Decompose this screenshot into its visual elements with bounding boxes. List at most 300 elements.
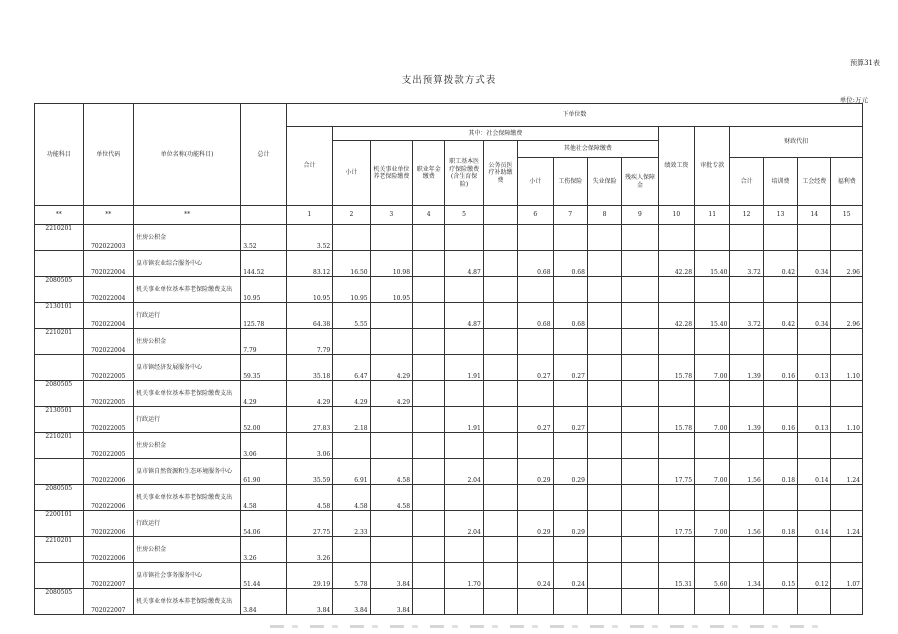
func-subject-cell: 2200101 (35, 511, 84, 537)
amount-cell (587, 433, 621, 459)
index-cell: 1 (286, 206, 333, 225)
amount-cell: 7.00 (695, 407, 730, 433)
col-medical: 职工基本医疗保险缴费(含生育保险) (445, 141, 483, 206)
amount-cell: 0.15 (763, 563, 797, 589)
col-lower-units: 下单位数 (286, 104, 862, 127)
amount-cell: 0.18 (763, 511, 797, 537)
amount-cell (483, 511, 517, 537)
amount-cell: 27.75 (286, 511, 333, 537)
amount-cell (413, 225, 445, 251)
amount-cell: 4.29 (370, 355, 412, 381)
column-index-row (35, 206, 863, 225)
amount-cell (658, 225, 694, 251)
table-row (35, 329, 863, 355)
col-civil-medical: 公务员医疗补助缴费 (483, 141, 517, 206)
col-unit-name: 单位名称(功能科目) (134, 104, 241, 206)
amount-cell (483, 563, 517, 589)
amount-cell: 3.84 (286, 589, 333, 615)
func-subject-cell (35, 251, 84, 277)
amount-cell: 4.29 (333, 381, 370, 407)
index-cell: 4 (413, 206, 445, 225)
amount-cell: 0.68 (553, 303, 587, 329)
index-cell: 13 (763, 206, 797, 225)
amount-cell (695, 381, 730, 407)
amount-cell (370, 329, 412, 355)
amount-cell (413, 329, 445, 355)
amount-cell: 4.29 (370, 381, 412, 407)
index-cell: ** (35, 206, 84, 225)
func-subject-cell: 2210201 (35, 329, 84, 355)
amount-cell (798, 485, 831, 511)
amount-cell (333, 329, 370, 355)
amount-cell: 5.78 (333, 563, 370, 589)
amount-cell (695, 225, 730, 251)
amount-cell: 1.39 (730, 407, 763, 433)
amount-cell (622, 329, 658, 355)
amount-cell (763, 537, 797, 563)
amount-cell: 3.72 (730, 303, 763, 329)
amount-cell: 1.91 (445, 355, 483, 381)
amount-cell: 2.33 (333, 511, 370, 537)
amount-cell (370, 511, 412, 537)
amount-cell (587, 225, 621, 251)
func-subject-cell: 2210201 (35, 433, 84, 459)
func-subject-cell (35, 563, 84, 589)
amount-cell (413, 589, 445, 615)
amount-cell (763, 485, 797, 511)
index-cell: 11 (695, 206, 730, 225)
unit-code-cell: 702022006 (83, 511, 134, 537)
table-row (35, 251, 863, 277)
amount-cell: 15.40 (695, 303, 730, 329)
amount-cell (483, 381, 517, 407)
col-social-group: 其中：社会保障缴费 (333, 127, 658, 141)
total-cell: 4.29 (241, 381, 286, 407)
func-subject-cell (35, 355, 84, 381)
unit-name-cell: 皇市镇自然资源和生态环境服务中心 (134, 459, 241, 485)
amount-cell (695, 589, 730, 615)
unit-name-cell: 住房公积金 (134, 329, 241, 355)
amount-cell: 10.95 (370, 277, 412, 303)
amount-cell: 0.34 (798, 303, 831, 329)
amount-cell: 10.98 (370, 251, 412, 277)
amount-cell (518, 485, 553, 511)
amount-cell (483, 433, 517, 459)
index-cell (241, 206, 286, 225)
unit-code-cell: 702022005 (83, 381, 134, 407)
table-row (35, 511, 863, 537)
amount-cell (333, 225, 370, 251)
scan-edge-marks (270, 625, 830, 628)
amount-cell (413, 485, 445, 511)
amount-cell: 83.12 (286, 251, 333, 277)
amount-cell (587, 459, 621, 485)
amount-cell (483, 485, 517, 511)
amount-cell: 3.84 (370, 589, 412, 615)
unit-code-cell: 702022004 (83, 303, 134, 329)
amount-cell: 2.96 (831, 251, 863, 277)
amount-cell (695, 433, 730, 459)
amount-cell (622, 589, 658, 615)
amount-cell (798, 225, 831, 251)
amount-cell: 7.79 (286, 329, 333, 355)
table-row (35, 537, 863, 563)
amount-cell: 0.42 (763, 303, 797, 329)
amount-cell (622, 355, 658, 381)
index-cell (483, 206, 517, 225)
table-header (35, 104, 863, 225)
amount-cell (483, 303, 517, 329)
amount-cell: 15.31 (658, 563, 694, 589)
amount-cell: 4.58 (370, 459, 412, 485)
amount-cell: 4.58 (286, 485, 333, 511)
amount-cell: 5.55 (333, 303, 370, 329)
amount-cell: 0.68 (518, 303, 553, 329)
index-cell: 2 (333, 206, 370, 225)
amount-cell (763, 589, 797, 615)
unit-name-cell: 机关事业单位基本养老保险缴费支出 (134, 277, 241, 303)
unit-name-cell: 行政运行 (134, 511, 241, 537)
amount-cell (370, 225, 412, 251)
amount-cell (730, 433, 763, 459)
amount-cell (622, 251, 658, 277)
amount-cell: 0.29 (553, 511, 587, 537)
amount-cell (695, 537, 730, 563)
amount-cell (730, 589, 763, 615)
unit-code-cell: 702022006 (83, 485, 134, 511)
amount-cell (763, 225, 797, 251)
total-cell: 125.78 (241, 303, 286, 329)
amount-cell (798, 329, 831, 355)
amount-cell (587, 537, 621, 563)
amount-cell (622, 381, 658, 407)
amount-cell (587, 511, 621, 537)
func-subject-cell: 2080505 (35, 589, 84, 615)
amount-cell (831, 433, 863, 459)
func-subject-cell: 2130501 (35, 407, 84, 433)
amount-cell (831, 381, 863, 407)
amount-cell (413, 511, 445, 537)
amount-cell (370, 407, 412, 433)
amount-cell (622, 459, 658, 485)
amount-cell (587, 485, 621, 511)
amount-cell (831, 225, 863, 251)
table-row (35, 355, 863, 381)
total-cell: 3.84 (241, 589, 286, 615)
amount-cell (763, 381, 797, 407)
amount-cell (518, 277, 553, 303)
amount-cell (518, 225, 553, 251)
amount-cell: 1.91 (445, 407, 483, 433)
amount-cell: 0.68 (518, 251, 553, 277)
amount-cell (445, 433, 483, 459)
amount-cell (763, 329, 797, 355)
table-row (35, 563, 863, 589)
amount-cell (587, 251, 621, 277)
unit-code-cell: 702022005 (83, 433, 134, 459)
amount-cell (798, 381, 831, 407)
amount-cell (518, 589, 553, 615)
amount-cell (483, 407, 517, 433)
amount-cell (518, 381, 553, 407)
amount-cell (553, 225, 587, 251)
amount-cell: 0.16 (763, 355, 797, 381)
index-cell: 5 (445, 206, 483, 225)
amount-cell (370, 433, 412, 459)
table-row (35, 485, 863, 511)
amount-cell: 3.52 (286, 225, 333, 251)
col-bonus: 绩效工资 (658, 127, 694, 206)
amount-cell (445, 225, 483, 251)
amount-cell (622, 511, 658, 537)
amount-cell (622, 277, 658, 303)
amount-cell (622, 563, 658, 589)
index-cell: 7 (553, 206, 587, 225)
unit-code-cell: 702022004 (83, 251, 134, 277)
amount-cell: 3.06 (286, 433, 333, 459)
amount-cell (587, 329, 621, 355)
amount-cell (587, 277, 621, 303)
col-subtotal: 小计 (333, 141, 370, 206)
amount-cell: 1.24 (831, 511, 863, 537)
table-row (35, 433, 863, 459)
table-row (35, 303, 863, 329)
index-cell: 10 (658, 206, 694, 225)
amount-cell: 7.00 (695, 459, 730, 485)
col-injury: 工伤保险 (553, 158, 587, 206)
amount-cell (587, 563, 621, 589)
unit-code-cell: 702022004 (83, 329, 134, 355)
total-cell: 10.95 (241, 277, 286, 303)
unit-code-cell: 702022005 (83, 407, 134, 433)
amount-cell (763, 277, 797, 303)
amount-cell: 42.28 (658, 251, 694, 277)
amount-cell: 64.38 (286, 303, 333, 329)
col-disability: 残疾人保障金 (622, 158, 658, 206)
amount-cell: 0.13 (798, 407, 831, 433)
amount-cell (831, 277, 863, 303)
amount-cell: 0.24 (553, 563, 587, 589)
amount-cell (445, 381, 483, 407)
amount-cell: 4.58 (370, 485, 412, 511)
amount-cell: 3.84 (370, 563, 412, 589)
amount-cell (658, 433, 694, 459)
unit-name-cell: 皇市镇经济发展服务中心 (134, 355, 241, 381)
amount-cell (798, 589, 831, 615)
total-cell: 59.35 (241, 355, 286, 381)
amount-cell (622, 433, 658, 459)
amount-cell (763, 433, 797, 459)
amount-cell (518, 433, 553, 459)
table-row (35, 277, 863, 303)
amount-cell (831, 329, 863, 355)
amount-cell (622, 485, 658, 511)
amount-cell: 15.78 (658, 407, 694, 433)
amount-cell (831, 537, 863, 563)
unit-name-cell: 机关事业单位基本养老保险缴费支出 (134, 589, 241, 615)
func-subject-cell: 2210201 (35, 537, 84, 563)
budget-table (34, 103, 863, 615)
amount-cell: 0.24 (518, 563, 553, 589)
amount-cell: 0.27 (553, 407, 587, 433)
index-cell: 3 (370, 206, 412, 225)
unit-name-cell: 行政运行 (134, 407, 241, 433)
amount-cell (831, 589, 863, 615)
amount-cell (553, 433, 587, 459)
unit-code-cell: 702022006 (83, 459, 134, 485)
col-training: 培训费 (763, 158, 797, 206)
amount-cell (483, 329, 517, 355)
func-subject-cell (35, 459, 84, 485)
amount-cell: 2.18 (333, 407, 370, 433)
amount-cell: 0.29 (518, 459, 553, 485)
amount-cell: 5.60 (695, 563, 730, 589)
unit-name-cell: 住房公积金 (134, 537, 241, 563)
amount-cell (553, 485, 587, 511)
amount-cell (445, 537, 483, 563)
col-fiscal-total: 合计 (730, 158, 763, 206)
amount-cell: 1.24 (831, 459, 863, 485)
col-func-subject: 功能科目 (35, 104, 84, 206)
amount-cell (553, 329, 587, 355)
amount-cell: 1.56 (730, 511, 763, 537)
index-cell: 12 (730, 206, 763, 225)
page-code: 预算31表 (850, 59, 880, 67)
amount-cell (730, 277, 763, 303)
amount-cell (622, 303, 658, 329)
amount-cell: 0.14 (798, 511, 831, 537)
unit-name-cell: 行政运行 (134, 303, 241, 329)
amount-cell: 10.95 (333, 277, 370, 303)
amount-cell (445, 485, 483, 511)
amount-cell: 0.27 (553, 355, 587, 381)
amount-cell (695, 329, 730, 355)
amount-cell (658, 329, 694, 355)
func-subject-cell: 2080505 (35, 485, 84, 511)
amount-cell: 2.96 (831, 303, 863, 329)
amount-cell: 3.72 (730, 251, 763, 277)
index-cell: 14 (798, 206, 831, 225)
amount-cell (622, 225, 658, 251)
amount-cell (483, 251, 517, 277)
col-total: 总计 (241, 104, 286, 206)
col-other-social: 其他社会保障缴费 (518, 141, 658, 158)
amount-cell: 27.83 (286, 407, 333, 433)
amount-cell: 0.29 (518, 511, 553, 537)
amount-cell: 2.04 (445, 459, 483, 485)
amount-cell (658, 589, 694, 615)
amount-cell (622, 537, 658, 563)
amount-cell: 6.91 (333, 459, 370, 485)
amount-cell: 1.07 (831, 563, 863, 589)
amount-cell (831, 485, 863, 511)
func-subject-cell: 2080505 (35, 277, 84, 303)
total-cell: 3.26 (241, 537, 286, 563)
amount-cell (483, 225, 517, 251)
amount-cell (730, 381, 763, 407)
table-body (35, 225, 863, 615)
table-row (35, 225, 863, 251)
total-cell: 54.06 (241, 511, 286, 537)
amount-cell (483, 277, 517, 303)
amount-cell: 16.50 (333, 251, 370, 277)
unit-name-cell: 皇市镇社会事务服务中心 (134, 563, 241, 589)
col-lower-total: 合计 (286, 127, 333, 206)
amount-cell (333, 537, 370, 563)
amount-cell (333, 433, 370, 459)
unit-name-cell: 皇市镇农业综合服务中心 (134, 251, 241, 277)
amount-cell (658, 537, 694, 563)
amount-cell: 15.78 (658, 355, 694, 381)
amount-cell: 7.00 (695, 511, 730, 537)
table-row (35, 459, 863, 485)
total-cell: 3.52 (241, 225, 286, 251)
col-fiscal-agent: 财政代扣 (730, 127, 863, 158)
amount-cell: 0.68 (553, 251, 587, 277)
amount-cell: 1.10 (831, 355, 863, 381)
amount-cell (587, 407, 621, 433)
amount-cell (413, 407, 445, 433)
table-row (35, 407, 863, 433)
amount-cell (483, 355, 517, 381)
amount-cell (445, 277, 483, 303)
amount-cell (413, 355, 445, 381)
amount-cell (483, 459, 517, 485)
amount-cell (695, 277, 730, 303)
col-pension: 机关事业单位养老保险缴费 (370, 141, 412, 206)
amount-cell (413, 303, 445, 329)
unit-label: 单位:万元 (839, 96, 868, 104)
amount-cell (553, 277, 587, 303)
unit-code-cell: 702022003 (83, 225, 134, 251)
amount-cell: 10.95 (286, 277, 333, 303)
unit-name-cell: 住房公积金 (134, 225, 241, 251)
amount-cell: 3.26 (286, 537, 333, 563)
amount-cell: 3.84 (333, 589, 370, 615)
amount-cell: 1.10 (831, 407, 863, 433)
amount-cell (658, 381, 694, 407)
amount-cell: 4.58 (333, 485, 370, 511)
amount-cell (798, 537, 831, 563)
col-unit-code: 单位代码 (83, 104, 134, 206)
unit-code-cell: 702022006 (83, 537, 134, 563)
amount-cell (413, 459, 445, 485)
amount-cell (587, 589, 621, 615)
col-other-subtotal: 小计 (518, 158, 553, 206)
total-cell: 7.79 (241, 329, 286, 355)
col-union: 工会经费 (798, 158, 831, 206)
amount-cell: 29.19 (286, 563, 333, 589)
amount-cell (370, 303, 412, 329)
amount-cell: 0.14 (798, 459, 831, 485)
amount-cell (445, 329, 483, 355)
amount-cell (587, 381, 621, 407)
amount-cell (658, 485, 694, 511)
amount-cell (370, 537, 412, 563)
amount-cell (798, 433, 831, 459)
amount-cell (587, 355, 621, 381)
index-cell: 8 (587, 206, 621, 225)
total-cell: 51.44 (241, 563, 286, 589)
amount-cell: 0.16 (763, 407, 797, 433)
amount-cell: 35.59 (286, 459, 333, 485)
amount-cell (413, 381, 445, 407)
total-cell: 3.06 (241, 433, 286, 459)
amount-cell (553, 537, 587, 563)
index-cell: ** (134, 206, 241, 225)
func-subject-cell: 2210201 (35, 225, 84, 251)
table-row (35, 589, 863, 615)
